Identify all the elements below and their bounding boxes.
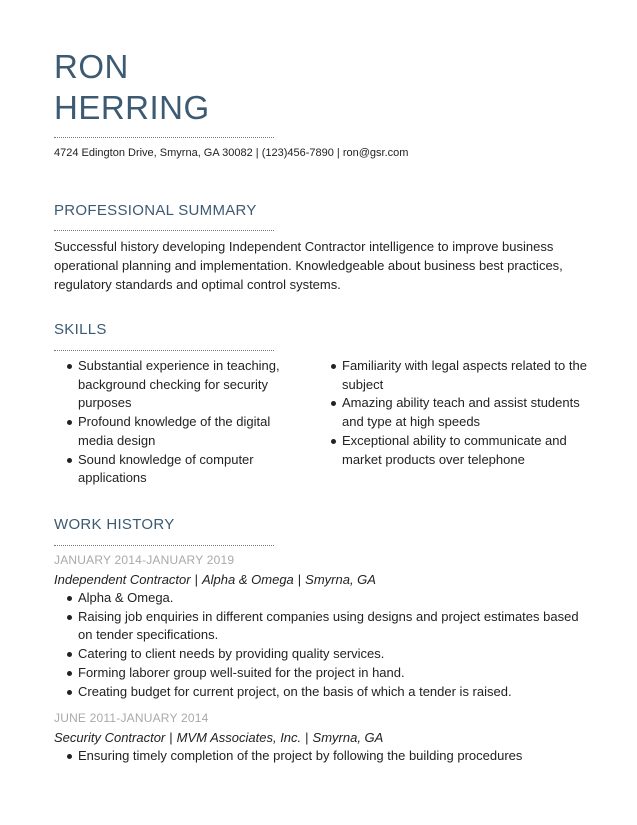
skills-list-right bbox=[318, 357, 588, 469]
skill-item: Profound knowledge of the digital media design bbox=[54, 413, 299, 450]
skills-divider bbox=[54, 350, 274, 351]
list-item: Ensuring timely completion of the project by following the building procedures bbox=[54, 747, 594, 766]
job-bullets bbox=[54, 589, 594, 701]
bullet-icon bbox=[67, 671, 72, 676]
bullet-icon bbox=[67, 596, 72, 601]
contact-info: 4724 Edington Drive, Smyrna, GA 30082 | (123)456-7890 | ron@gsr.com bbox=[54, 147, 409, 159]
skills-heading: SKILLS bbox=[54, 321, 107, 338]
bullet-icon bbox=[67, 615, 72, 620]
list-item: Alpha & Omega. bbox=[54, 589, 594, 608]
job-bullets bbox=[54, 747, 594, 766]
summary-divider bbox=[54, 230, 274, 231]
skill-item: Familiarity with legal aspects related to the subject bbox=[318, 357, 588, 394]
list-item: Creating budget for current project, on the basis of which a tender is raised. bbox=[54, 683, 594, 702]
job-company: MVM Associates, Inc. bbox=[176, 730, 302, 745]
job-dates: JUNE 2011-JANUARY 2014 bbox=[54, 711, 209, 725]
list-item: Raising job enquiries in different companies using designs and project estimates based on tender specifications. bbox=[54, 608, 594, 645]
last-name: HERRING bbox=[54, 89, 210, 126]
summary-text: Successful history developing Independent Contractor intelligence to improve business operational planning and implementation. Knowledgeable about business best practices, regulatory standards and optimal control systems. bbox=[54, 239, 563, 292]
job-company: Alpha & Omega bbox=[202, 572, 294, 587]
separator: | bbox=[194, 572, 198, 587]
bullet-icon bbox=[331, 401, 336, 406]
skill-item: Substantial experience in teaching, background checking for security purposes bbox=[54, 357, 299, 413]
job-location: Smyrna, GA bbox=[305, 572, 376, 587]
bullet-icon bbox=[67, 458, 72, 463]
name-divider bbox=[54, 137, 274, 138]
bullet-icon bbox=[67, 364, 72, 369]
job-location: Smyrna, GA bbox=[312, 730, 384, 745]
job-role: Independent Contractor bbox=[54, 572, 191, 587]
candidate-name bbox=[54, 46, 210, 128]
bullet-icon bbox=[331, 364, 336, 369]
first-name: RON bbox=[54, 48, 129, 85]
skills-list-left bbox=[54, 357, 299, 488]
bullet-icon bbox=[331, 439, 336, 444]
job-role: Security Contractor bbox=[54, 730, 166, 745]
list-item: Forming laborer group well-suited for the project in hand. bbox=[54, 664, 594, 683]
skill-item: Sound knowledge of computer applications bbox=[54, 451, 299, 488]
job-title-line bbox=[54, 730, 383, 745]
separator: | bbox=[297, 572, 302, 587]
work-history-divider bbox=[54, 545, 274, 546]
skill-item: Amazing ability teach and assist students and type at high speeds bbox=[318, 394, 588, 431]
separator: | bbox=[169, 730, 173, 745]
skill-item: Exceptional ability to communicate and market products over telephone bbox=[318, 432, 588, 469]
separator: | bbox=[305, 730, 309, 745]
bullet-icon bbox=[67, 690, 72, 695]
work-history-heading: WORK HISTORY bbox=[54, 516, 175, 533]
bullet-icon bbox=[67, 652, 72, 657]
job-title-line bbox=[54, 572, 376, 587]
bullet-icon bbox=[67, 754, 72, 759]
job-dates: JANUARY 2014-JANUARY 2019 bbox=[54, 553, 235, 567]
bullet-icon bbox=[67, 420, 72, 425]
summary-heading: PROFESSIONAL SUMMARY bbox=[54, 202, 257, 219]
list-item: Catering to client needs by providing quality services. bbox=[54, 645, 594, 664]
